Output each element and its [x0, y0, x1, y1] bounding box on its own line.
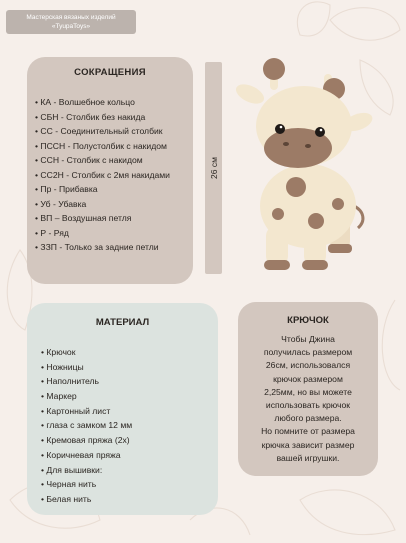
abbreviation-item: • КА - Волшебное кольцо — [35, 95, 170, 110]
abbreviation-item: • ПССН - Полустолбик с накидом — [35, 139, 170, 154]
size-label: 26 см — [208, 157, 219, 179]
hook-line: Но помните от размера — [261, 426, 355, 437]
material-item: • Ножницы — [41, 360, 132, 375]
abbreviation-item: • Пр - Прибавка — [35, 182, 170, 197]
abbreviations-panel — [27, 57, 193, 284]
abbreviation-item: • ЗЗП - Только за задние петли — [35, 240, 170, 255]
abbreviation-item: • Уб - Убавка — [35, 197, 170, 212]
hook-line: вашей игрушки. — [276, 452, 340, 463]
hook-line: крючка зависит размер — [261, 439, 355, 450]
workshop-name: Мастерская вязаных изделий — [26, 14, 116, 21]
workshop-badge — [6, 10, 136, 34]
hook-description — [244, 333, 372, 465]
giraffe-toy-image — [226, 56, 378, 278]
abbreviation-item: • ССН - Столбик с накидом — [35, 153, 170, 168]
material-item: • Коричневая пряжа — [41, 448, 132, 463]
hook-line: любого размера. — [274, 413, 342, 424]
abbreviation-item: • СБН - Столбик без накида — [35, 110, 170, 125]
material-item: • Наполнитель — [41, 374, 132, 389]
hook-line: крючок размером — [273, 373, 343, 384]
abbreviations-list — [35, 95, 170, 255]
material-item: • глаза с замком 12 мм — [41, 418, 132, 433]
size-indicator — [205, 62, 222, 274]
material-item: • Белая нить — [41, 492, 132, 507]
abbreviation-item: • Р - Ряд — [35, 226, 170, 241]
material-item: • Для вышивки: — [41, 463, 132, 478]
abbreviation-item: • СС - Соединительный столбик — [35, 124, 170, 139]
material-item: • Черная нить — [41, 477, 132, 492]
workshop-brand: «TyupaToys» — [51, 23, 91, 30]
hook-line: 26см, использовался — [265, 360, 351, 371]
hook-line: Чтобы Джина — [281, 334, 335, 344]
material-item: • Картонный лист — [41, 404, 132, 419]
hook-panel — [238, 302, 378, 476]
material-item: • Маркер — [41, 389, 132, 404]
hook-title: КРЮЧОК — [287, 315, 329, 326]
abbreviations-title: СОКРАЩЕНИЯ — [74, 67, 146, 78]
abbreviation-item: • ВП – Воздушная петля — [35, 211, 170, 226]
material-item: • Крючок — [41, 345, 132, 360]
hook-line: использовать крючок — [265, 400, 351, 411]
materials-panel — [27, 303, 218, 515]
materials-list — [41, 345, 132, 507]
materials-title: МАТЕРИАЛ — [95, 317, 150, 328]
abbreviation-item: • СС2Н - Столбик с 2мя накидами — [35, 168, 170, 183]
hook-line: получилась размером — [263, 347, 353, 358]
material-item: • Кремовая пряжа (2х) — [41, 433, 132, 448]
hook-line: 2,25мм, но вы можете — [264, 386, 352, 397]
